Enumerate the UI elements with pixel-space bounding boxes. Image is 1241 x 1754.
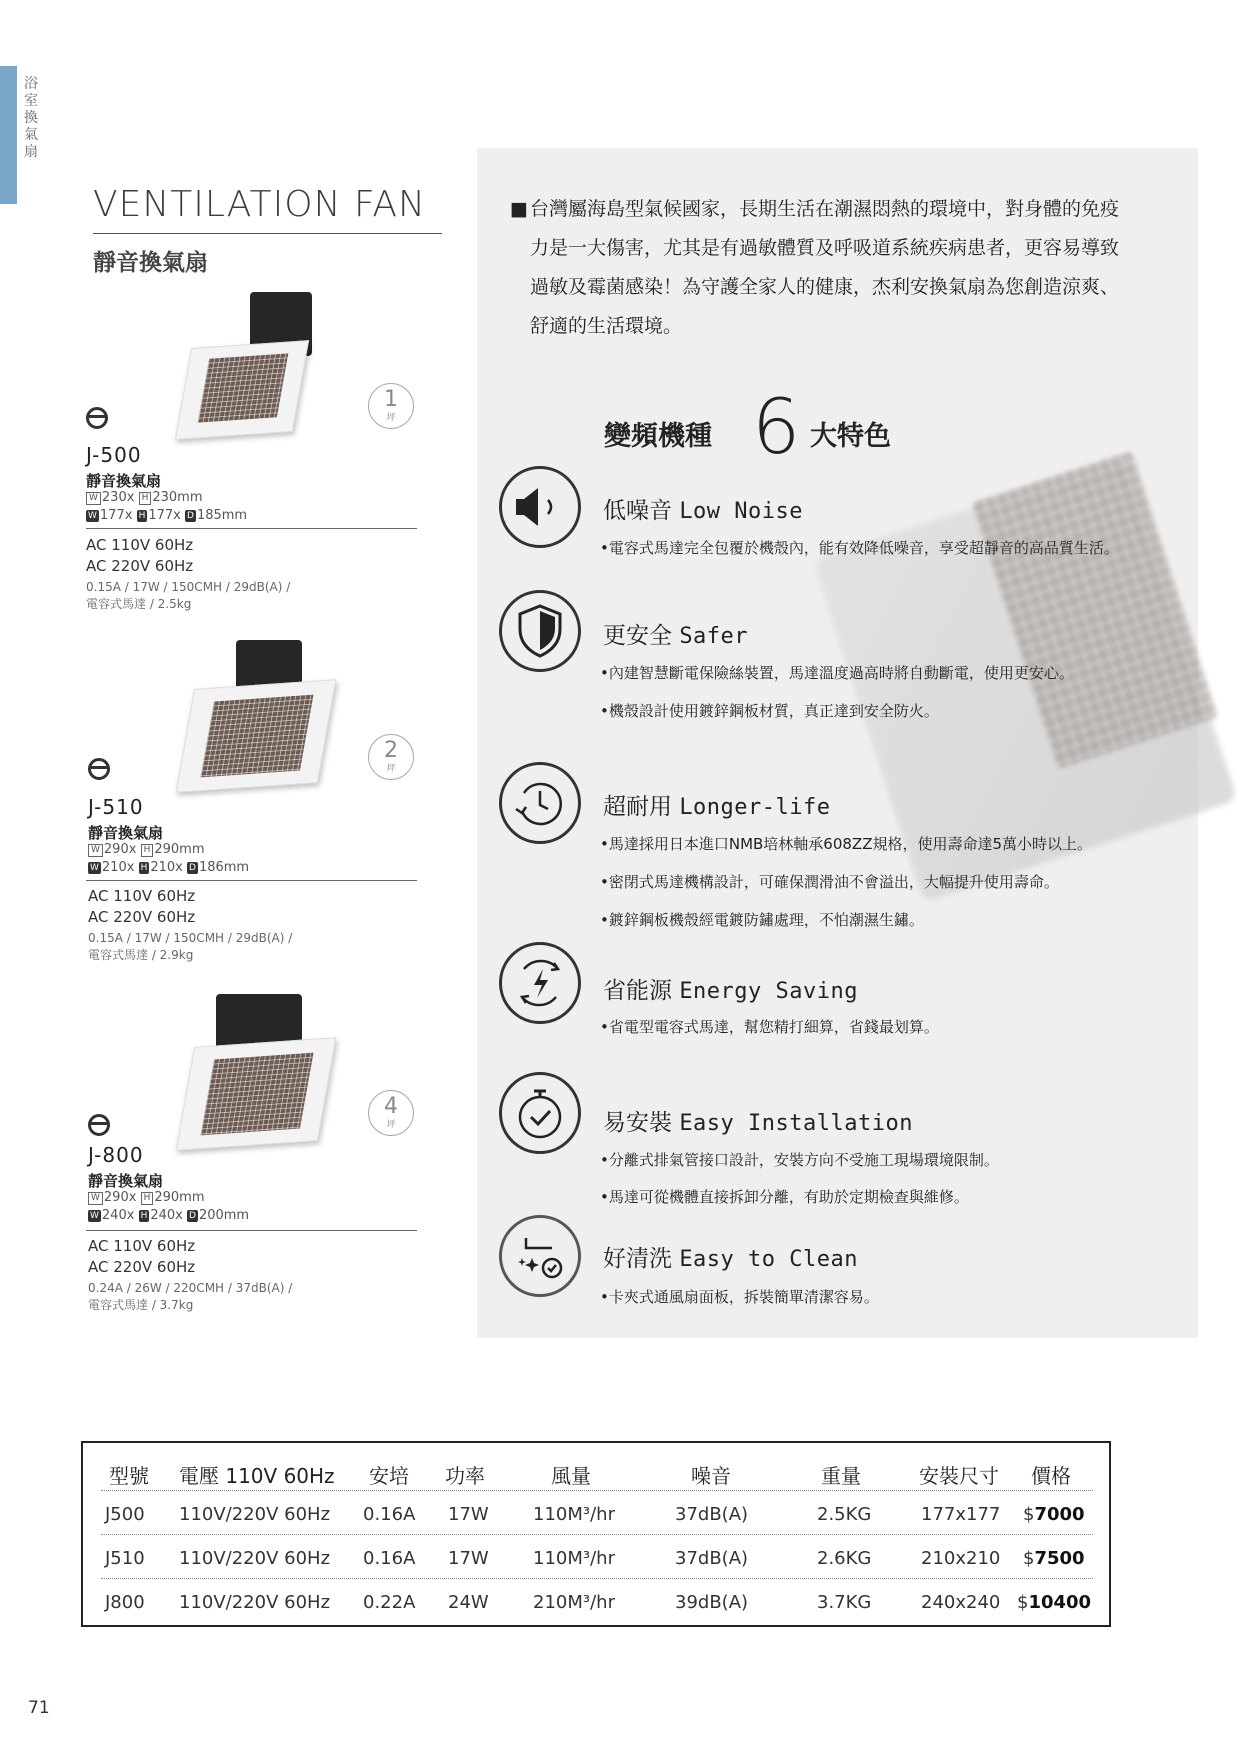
cell-airflow: 110M³/hr <box>533 1504 615 1525</box>
spec-line-1: 0.15A / 17W / 150CMH / 29dB(A) / <box>88 931 293 945</box>
voltage-220: AC 220V 60Hz <box>86 557 194 575</box>
voltage-110: AC 110V 60Hz <box>88 887 196 905</box>
table-header-row <box>101 1451 1093 1491</box>
model-number: J-510 <box>88 795 144 819</box>
cell-size: 240x240 <box>921 1592 1001 1613</box>
cell-voltage: 110V/220V 60Hz <box>179 1548 331 1569</box>
feature-bullet: •密閉式馬達機構設計，可確保潤滑油不會溢出，大幅提升使用壽命。 <box>600 873 1059 891</box>
col-header: 型號 <box>109 1464 149 1488</box>
voltage-110: AC 110V 60Hz <box>88 1237 196 1255</box>
fan-product-image <box>172 640 342 800</box>
model-number: J-500 <box>86 443 142 467</box>
outer-dimensions: W 290x H 290mm <box>88 1189 204 1207</box>
voltage-220: AC 220V 60Hz <box>88 908 196 926</box>
stopwatch-check-icon <box>499 1072 581 1154</box>
cell-amp: 0.16A <box>363 1548 416 1569</box>
cell-amp: 0.16A <box>363 1504 416 1525</box>
spec-line-2: 電容式馬達 / 2.5kg <box>86 597 192 611</box>
feature-title: 超耐用 Longer-life <box>603 794 831 820</box>
col-header: 功率 <box>445 1464 485 1488</box>
cell-model: J500 <box>105 1504 145 1525</box>
spec-line-2: 電容式馬達 / 2.9kg <box>88 948 194 962</box>
col-header: 安培 <box>369 1464 409 1488</box>
inner-dimensions: W 240x H 240x D 200mm <box>90 1208 250 1223</box>
cell-price: $10400 <box>1017 1592 1092 1613</box>
voltage-110: AC 110V 60Hz <box>86 536 194 554</box>
feature-bullet: •內建智慧斷電保險絲裝置，馬達溫度過高時將自動斷電，使用更安心。 <box>600 664 1074 682</box>
cell-power: 24W <box>448 1592 489 1613</box>
table-row <box>101 1495 1093 1535</box>
feature-title: 更安全 Safer <box>603 623 749 649</box>
clock-cycle-icon <box>499 762 581 844</box>
outer-dimensions: W 290x H 290mm <box>88 841 204 859</box>
feature-bullet: •馬達可從機體直接拆卸分離，有助於定期檢查與維修。 <box>600 1188 969 1206</box>
spec-line-2: 電容式馬達 / 3.7kg <box>88 1298 194 1312</box>
table-row <box>101 1539 1093 1579</box>
feature-bullet: •鍍鋅鋼板機殼經電鍍防鏽處理，不怕潮濕生鏽。 <box>600 911 924 929</box>
feature-title: 好清洗 Easy to Clean <box>603 1246 858 1272</box>
spec-divider <box>86 1230 417 1231</box>
spec-divider <box>86 880 417 881</box>
energy-icon <box>499 942 581 1024</box>
brand-logo-icon <box>86 407 108 429</box>
cell-voltage: 110V/220V 60Hz <box>179 1504 331 1525</box>
cell-size: 210x210 <box>921 1548 1001 1569</box>
table-row <box>101 1583 1093 1623</box>
cell-airflow: 210M³/hr <box>533 1592 615 1613</box>
model-number: J-800 <box>88 1143 144 1167</box>
cell-voltage: 110V/220V 60Hz <box>179 1592 331 1613</box>
cell-weight: 2.6KG <box>817 1548 872 1569</box>
feature-title: 省能源 Energy Saving <box>603 978 858 1004</box>
cell-power: 17W <box>448 1548 489 1569</box>
feature-bullet: •省電型電容式馬達，幫您精打細算，省錢最划算。 <box>600 1018 939 1036</box>
fan-product-image <box>170 292 320 442</box>
coverage-badge: 1 坪 <box>368 383 414 429</box>
cell-weight: 3.7KG <box>817 1592 872 1613</box>
inner-dimensions: W 177x H 177x D 185mm <box>88 508 248 523</box>
speaker-icon <box>499 466 581 548</box>
cell-size: 177x177 <box>921 1504 1001 1525</box>
inner-dimensions: W 210x H 210x D 186mm <box>90 860 250 875</box>
product-name: 靜音換氣扇 <box>86 472 162 490</box>
cell-noise: 37dB(A) <box>675 1548 749 1569</box>
cell-weight: 2.5KG <box>817 1504 872 1525</box>
shield-icon <box>499 590 581 672</box>
feature-bullet: •卡夾式通風扇面板，拆裝簡單清潔容易。 <box>600 1288 879 1306</box>
feature-bullet: •馬達採用日本進口NMB培林軸承608ZZ規格，使用壽命達5萬小時以上。 <box>600 835 1093 853</box>
spec-divider <box>86 528 417 529</box>
feature-title: 低噪音 Low Noise <box>603 498 804 524</box>
brand-logo-icon <box>88 758 110 780</box>
col-header: 安裝尺寸 <box>919 1464 999 1488</box>
cell-price: $7500 <box>1023 1548 1085 1569</box>
cell-model: J510 <box>105 1548 145 1569</box>
cell-noise: 39dB(A) <box>675 1592 749 1613</box>
feature-title: 易安裝 Easy Installation <box>603 1110 913 1136</box>
coverage-badge: 2 坪 <box>368 734 414 780</box>
product-name: 靜音換氣扇 <box>88 824 164 842</box>
side-tab-label: 浴室換氣扇 <box>24 76 38 160</box>
brand-logo-icon <box>88 1114 110 1136</box>
fan-product-image <box>172 994 342 1154</box>
coverage-badge: 4 坪 <box>368 1090 414 1136</box>
cell-price: $7000 <box>1023 1504 1085 1525</box>
page-title-zh: 靜音換氣扇 <box>93 250 208 276</box>
outer-dimensions: W 230x H 230mm <box>86 489 202 507</box>
cell-power: 17W <box>448 1504 489 1525</box>
feature-bullet: •電容式馬達完全包覆於機殼內，能有效降低噪音，享受超靜音的高品質生活。 <box>600 539 1119 557</box>
page-title-en: VENTILATION FAN <box>93 184 426 225</box>
cell-noise: 37dB(A) <box>675 1504 749 1525</box>
sparkle-clean-icon <box>499 1215 581 1297</box>
intro-paragraph: ■ 台灣屬海島型氣候國家，長期生活在潮濕悶熱的環境中，對身體的免疫 力是一大傷害，尤其是有過敏體質及呼吸道系統疾病患者，更容易導致 過敏及霉菌感染！為守護全家人的健康，杰利安換氣扇為您創造涼爽、 舒適的生活環境。 <box>510 198 1120 337</box>
cell-airflow: 110M³/hr <box>533 1548 615 1569</box>
feature-bullet: •分離式排氣管接口設計，安裝方向不受施工現場環境限制。 <box>600 1151 999 1169</box>
voltage-220: AC 220V 60Hz <box>88 1258 196 1276</box>
col-header: 噪音 <box>691 1464 731 1488</box>
feature-bullet: •機殼設計使用鍍鋅鋼板材質，真正達到安全防火。 <box>600 702 939 720</box>
col-header: 價格 <box>1031 1464 1071 1488</box>
col-header: 重量 <box>821 1464 861 1488</box>
side-tab-marker <box>0 66 17 204</box>
spec-line-1: 0.15A / 17W / 150CMH / 29dB(A) / <box>86 580 291 594</box>
product-name: 靜音換氣扇 <box>88 1172 164 1190</box>
cell-model: J800 <box>105 1592 145 1613</box>
spec-table <box>81 1441 1111 1627</box>
page-number: 71 <box>28 1698 50 1718</box>
cell-amp: 0.22A <box>363 1592 416 1613</box>
spec-line-1: 0.24A / 26W / 220CMH / 37dB(A) / <box>88 1281 293 1295</box>
col-header: 電壓 110V 60Hz <box>179 1464 335 1488</box>
col-header: 風量 <box>551 1464 591 1488</box>
title-divider <box>93 233 442 234</box>
